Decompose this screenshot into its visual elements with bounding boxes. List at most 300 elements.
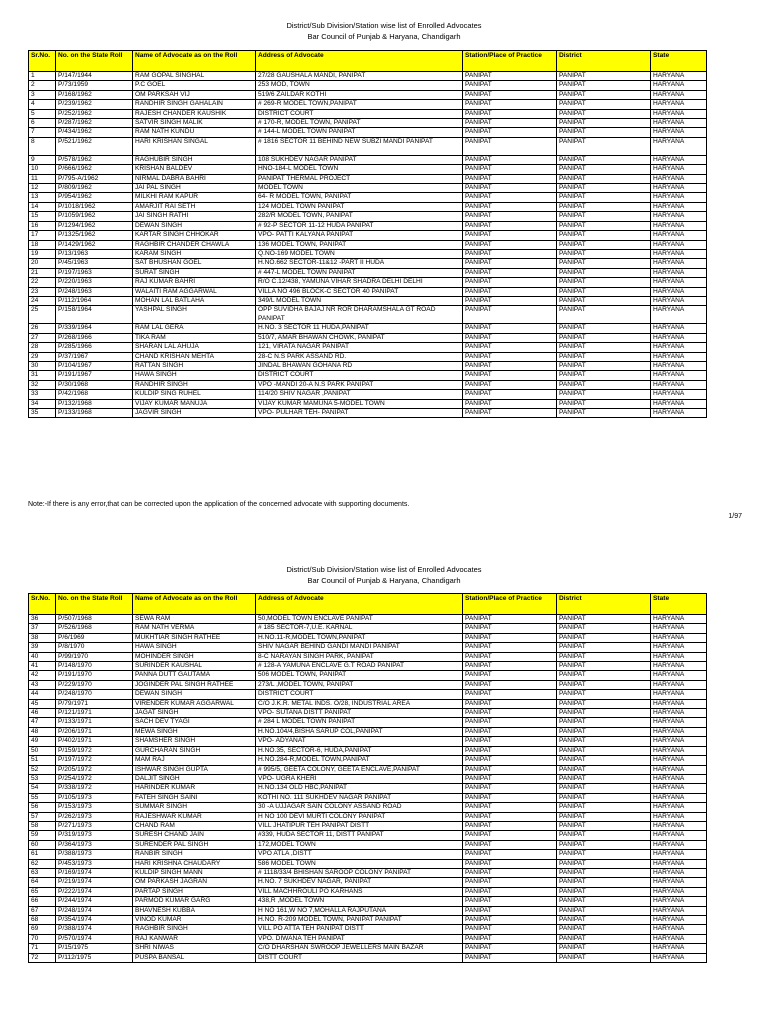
cell-sr-no: 29 [29,352,56,361]
cell-address: VIJAY KUMAR MAMUNA 5-MODEL TOWN [256,399,463,408]
cell-sr-no: 43 [29,680,56,689]
cell-state: HARYANA [651,916,707,925]
cell-address: H.NO. 3 SECTOR 11 HUDA,PANIPAT [256,324,463,333]
table-row [29,652,707,661]
cell-state: HARYANA [651,249,707,258]
cell-state: HARYANA [651,380,707,389]
cell-address: VILL PO ATTA TEH PANIPAT DISTT [256,925,463,934]
cell-station: PANIPAT [463,652,557,661]
cell-station: PANIPAT [463,756,557,765]
cell-address: # 284 L MODEL TOWN PANIPAT [256,718,463,727]
cell-station: PANIPAT [463,727,557,736]
cell-state-roll: P/402/1971 [56,737,133,746]
cell-district: PANIPAT [557,718,651,727]
cell-station: PANIPAT [463,287,557,296]
cell-name: KARAM SINGH [133,249,256,258]
cell-district: PANIPAT [557,709,651,718]
cell-sr-no: 2 [29,81,56,90]
cell-district: PANIPAT [557,784,651,793]
cell-state-roll: P/112/1975 [56,953,133,962]
cell-address: HNO-184-L MODEL TOWN [256,165,463,174]
page-number: 1/97 [728,513,742,520]
cell-address: VILL JHATIPUR TEH PANIPAT DISTT [256,821,463,830]
table-row [29,897,707,906]
cell-address: VPO. DIWANA TEH PANIPAT [256,934,463,943]
cell-name: GURCHARAN SINGH [133,746,256,755]
cell-name: JAI PAL SINGH [133,184,256,193]
table-row [29,165,707,174]
cell-sr-no: 6 [29,119,56,128]
cell-sr-no: 42 [29,671,56,680]
table-row [29,878,707,887]
cell-sr-no: 60 [29,840,56,849]
cell-district: PANIPAT [557,812,651,821]
cell-district: PANIPAT [557,72,651,81]
cell-address: # 269-R MODEL TOWN,PANIPAT [256,100,463,109]
cell-name: RAJESH CHANDER KAUSHIK [133,109,256,118]
cell-district: PANIPAT [557,390,651,399]
cell-station: PANIPAT [463,174,557,183]
cell-station: PANIPAT [463,399,557,408]
cell-state: HARYANA [651,100,707,109]
table-row [29,662,707,671]
table-row [29,831,707,840]
cell-address: 438,R ,MODEL TOWN [256,897,463,906]
cell-name: MUKHTIAR SINGH RATHEE [133,633,256,642]
cell-sr-no: 21 [29,268,56,277]
cell-sr-no: 50 [29,746,56,755]
table-row [29,221,707,230]
cell-address: OPP SUVIDHA BAJAJ NR ROR DHARAMSHALA GT ROAD PANIPAT [256,306,463,324]
cell-district: PANIPAT [557,643,651,652]
cell-sr-no: 19 [29,249,56,258]
cell-name: MOHAN LAL BATLAHA [133,296,256,305]
cell-address: 114/20 SHIV NAGAR ,PANIPAT [256,390,463,399]
cell-state-roll: P/434/1962 [56,128,133,137]
cell-state-roll: P/153/1973 [56,803,133,812]
cell-state: HARYANA [651,671,707,680]
cell-state-roll: P/570/1974 [56,934,133,943]
cell-address: H NO 161,W NO 7,MOHALLA RAJPUTANA [256,906,463,915]
cell-state: HARYANA [651,906,707,915]
cell-address: MODEL TOWN [256,184,463,193]
cell-address: R/O C.12/438, YAMUNA VIHAR SHADRA DELHI DELHI [256,278,463,287]
cell-name: PANNA DUTT GAUTAMA [133,671,256,680]
cell-state-roll: P/197/1963 [56,268,133,277]
col-header-state: State [651,51,707,72]
cell-station: PANIPAT [463,803,557,812]
cell-address: PANIPAT THERMAL PROJECT [256,174,463,183]
table-row [29,699,707,708]
cell-station: PANIPAT [463,793,557,802]
cell-state-roll: P/121/1971 [56,709,133,718]
cell-station: PANIPAT [463,268,557,277]
cell-district: PANIPAT [557,897,651,906]
cell-station: PANIPAT [463,690,557,699]
cell-state: HARYANA [651,306,707,324]
col-header-name: Name of Advocate as on the Roll [133,594,256,615]
cell-district: PANIPAT [557,831,651,840]
cell-district: PANIPAT [557,746,651,755]
cell-sr-no: 72 [29,953,56,962]
table-row [29,174,707,183]
col-header-state-roll: No. on the State Roll [56,51,133,72]
cell-district: PANIPAT [557,925,651,934]
cell-sr-no: 15 [29,212,56,221]
cell-state: HARYANA [651,774,707,783]
table-row [29,643,707,652]
cell-station: PANIPAT [463,90,557,99]
cell-name: SHAMSHER SINGH [133,737,256,746]
cell-state-roll: P/147/1944 [56,72,133,81]
table-row [29,718,707,727]
table-header-row [29,51,707,72]
cell-sr-no: 44 [29,690,56,699]
cell-station: PANIPAT [463,709,557,718]
cell-district: PANIPAT [557,803,651,812]
cell-state: HARYANA [651,840,707,849]
cell-state: HARYANA [651,240,707,249]
cell-address: # 185 SECTOR-7,U.E. KARNAL [256,624,463,633]
table-row [29,361,707,370]
cell-name: SACH DEV TYAGI [133,718,256,727]
table-row [29,944,707,953]
cell-name: NIRMAL DABRA BAHRI [133,174,256,183]
cell-address: 30 -A UJJAGAR SAIN COLONY ASSAND ROAD [256,803,463,812]
cell-station: PANIPAT [463,718,557,727]
cell-address: VPO- PATTI KALYANA PANIPAT [256,231,463,240]
cell-state: HARYANA [651,90,707,99]
cell-station: PANIPAT [463,897,557,906]
cell-station: PANIPAT [463,296,557,305]
table-row [29,306,707,324]
cell-sr-no: 36 [29,615,56,624]
table-row [29,409,707,418]
cell-sr-no: 41 [29,662,56,671]
cell-state-roll: P/388/1973 [56,850,133,859]
cell-name: VIJAY KUMAR MANUJA [133,399,256,408]
cell-address: VILL MACHHROULI PO KARHANS [256,887,463,896]
table-row [29,784,707,793]
cell-district: PANIPAT [557,371,651,380]
cell-state: HARYANA [651,643,707,652]
table-row [29,212,707,221]
cell-sr-no: 16 [29,221,56,230]
cell-state-roll: P/239/1962 [56,100,133,109]
cell-name: RAM NATH KUNDU [133,128,256,137]
cell-state: HARYANA [651,633,707,642]
cell-district: PANIPAT [557,306,651,324]
cell-station: PANIPAT [463,184,557,193]
cell-station: PANIPAT [463,249,557,258]
cell-district: PANIPAT [557,212,651,221]
cell-name: DEWAN SINGH [133,221,256,230]
cell-name: MAM RAJ [133,756,256,765]
cell-station: PANIPAT [463,784,557,793]
cell-station: PANIPAT [463,859,557,868]
table-row [29,803,707,812]
cell-state-roll: P/191/1970 [56,671,133,680]
table-row [29,296,707,305]
cell-state: HARYANA [651,624,707,633]
cell-district: PANIPAT [557,840,651,849]
cell-station: PANIPAT [463,240,557,249]
cell-district: PANIPAT [557,409,651,418]
cell-station: PANIPAT [463,333,557,342]
cell-station: PANIPAT [463,821,557,830]
table-row [29,278,707,287]
cell-state-roll: P/954/1962 [56,193,133,202]
cell-sr-no: 10 [29,165,56,174]
cell-state: HARYANA [651,887,707,896]
cell-address: # 170-R, MODEL TOWN, PANIPAT [256,119,463,128]
cell-station: PANIPAT [463,624,557,633]
cell-state: HARYANA [651,859,707,868]
cell-district: PANIPAT [557,109,651,118]
cell-address: 282/R MODEL TOWN, PANIPAT [256,212,463,221]
cell-address: #339, HUDA SECTOR 11, DISTT PANIPAT [256,831,463,840]
cell-address: 586 MODEL TOWN [256,859,463,868]
cell-state-roll: P/191/1967 [56,371,133,380]
cell-name: SURESH CHAND JAIN [133,831,256,840]
cell-address: H.NO.11-R,MODEL TOWN,PANIPAT [256,633,463,642]
table-row [29,906,707,915]
cell-district: PANIPAT [557,671,651,680]
cell-state-roll: P/319/1973 [56,831,133,840]
cell-address: DISTRICT COURT [256,109,463,118]
cell-address: VPO -MANDI 20-A N.S PARK PANIPAT [256,380,463,389]
cell-district: PANIPAT [557,821,651,830]
cell-address: VPO- PULHAR TEH- PANIPAT [256,409,463,418]
cell-district: PANIPAT [557,944,651,953]
cell-state: HARYANA [651,193,707,202]
cell-name: DALJIT SINGH [133,774,256,783]
cell-district: PANIPAT [557,699,651,708]
cell-station: PANIPAT [463,840,557,849]
cell-state-roll: P/364/1973 [56,840,133,849]
cell-state: HARYANA [651,333,707,342]
cell-address: C/O DHARSHAN SWROOP JEWELLERS MAIN BAZAR [256,944,463,953]
cell-address: H.NO.284-R,MODEL TOWN,PANIPAT [256,756,463,765]
cell-address: 273/L ,MODEL TOWN, PANIPAT [256,680,463,689]
cell-station: PANIPAT [463,737,557,746]
col-header-district: District [557,594,651,615]
cell-sr-no: 28 [29,343,56,352]
cell-district: PANIPAT [557,727,651,736]
cell-district: PANIPAT [557,184,651,193]
table-row [29,709,707,718]
page-2-header [0,564,768,586]
cell-state-roll: P/521/1962 [56,137,133,155]
cell-state-roll: P/168/1962 [56,90,133,99]
cell-sr-no: 49 [29,737,56,746]
table-row [29,231,707,240]
cell-district: PANIPAT [557,333,651,342]
cell-address: # 92-P SECTOR 11-12 HUDA PANIPAT [256,221,463,230]
cell-state-roll: P/222/1974 [56,887,133,896]
cell-state: HARYANA [651,699,707,708]
cell-state-roll: P/42/1968 [56,390,133,399]
cell-state: HARYANA [651,662,707,671]
cell-name: CHAND RAM [133,821,256,830]
cell-state-roll: P/37/1967 [56,352,133,361]
cell-district: PANIPAT [557,240,651,249]
cell-address: C/O J.K.R. METAL INDS. O/28, INDUSTRIAL AREA [256,699,463,708]
cell-state-roll: P/205/1972 [56,765,133,774]
table-row [29,193,707,202]
cell-state-roll: P/453/1973 [56,859,133,868]
cell-station: PANIPAT [463,774,557,783]
cell-state: HARYANA [651,361,707,370]
cell-address: # 1118/33/4 BHISHAN SAROOP COLONY PANIPAT [256,868,463,877]
cell-sr-no: 38 [29,633,56,642]
table-row [29,90,707,99]
cell-sr-no: 35 [29,409,56,418]
cell-district: PANIPAT [557,128,651,137]
table-row [29,324,707,333]
cell-address: 121, VIRATA NAGAR PANIPAT [256,343,463,352]
cell-station: PANIPAT [463,259,557,268]
cell-name: KULDIP SING RUHEL [133,390,256,399]
cell-name: SHARAN LAL AHUJA [133,343,256,352]
cell-sr-no: 14 [29,202,56,211]
cell-state: HARYANA [651,390,707,399]
cell-sr-no: 70 [29,934,56,943]
cell-address: 124 MODEL TOWN PANIPAT [256,202,463,211]
cell-district: PANIPAT [557,765,651,774]
cell-station: PANIPAT [463,944,557,953]
cell-state: HARYANA [651,727,707,736]
cell-address: JINDAL BHAWAN GOHANA RD [256,361,463,370]
cell-station: PANIPAT [463,202,557,211]
cell-station: PANIPAT [463,81,557,90]
cell-state: HARYANA [651,709,707,718]
cell-name: HARI KRISHAN SINGAL [133,137,256,155]
table-body [29,72,707,418]
cell-station: PANIPAT [463,850,557,859]
cell-state-roll: P/220/1963 [56,278,133,287]
cell-district: PANIPAT [557,137,651,155]
cell-district: PANIPAT [557,380,651,389]
table-row [29,671,707,680]
cell-state: HARYANA [651,371,707,380]
cell-sr-no: 67 [29,906,56,915]
table-body [29,615,707,963]
table-row [29,812,707,821]
cell-address: H NO 100 DEVI MURTI COLONY PANIPAT [256,812,463,821]
cell-station: PANIPAT [463,72,557,81]
col-header-station: Station/Place of Practice [463,594,557,615]
cell-sr-no: 33 [29,390,56,399]
cell-station: PANIPAT [463,662,557,671]
cell-sr-no: 55 [29,793,56,802]
cell-station: PANIPAT [463,746,557,755]
table-row [29,240,707,249]
table-row [29,793,707,802]
cell-station: PANIPAT [463,765,557,774]
cell-state-roll: P/133/1968 [56,409,133,418]
cell-sr-no: 22 [29,278,56,287]
cell-name: BHAVNESH KUBBA [133,906,256,915]
cell-state: HARYANA [651,72,707,81]
cell-name: DEWAN SINGH [133,690,256,699]
cell-sr-no: 1 [29,72,56,81]
cell-name: P.C GOEL [133,81,256,90]
cell-district: PANIPAT [557,615,651,624]
cell-state: HARYANA [651,202,707,211]
cell-station: PANIPAT [463,868,557,877]
cell-district: PANIPAT [557,774,651,783]
cell-district: PANIPAT [557,737,651,746]
table-row [29,137,707,155]
cell-state: HARYANA [651,165,707,174]
cell-sr-no: 46 [29,709,56,718]
cell-sr-no: 25 [29,306,56,324]
cell-address: 519/6 ZAILDAR KOTHI [256,90,463,99]
cell-state-roll: P/79/1971 [56,699,133,708]
cell-district: PANIPAT [557,231,651,240]
cell-district: PANIPAT [557,268,651,277]
cell-sr-no: 18 [29,240,56,249]
cell-name: RANBIR SINGH [133,850,256,859]
cell-state: HARYANA [651,652,707,661]
cell-sr-no: 5 [29,109,56,118]
cell-name: FATEH SINGH SAINI [133,793,256,802]
cell-state: HARYANA [651,174,707,183]
cell-sr-no: 30 [29,361,56,370]
table-row [29,690,707,699]
cell-state-roll: P/8/1970 [56,643,133,652]
table-row [29,399,707,408]
cell-name: PARTAP SINGH [133,887,256,896]
cell-sr-no: 32 [29,380,56,389]
table-row [29,737,707,746]
cell-state-roll: P/271/1973 [56,821,133,830]
col-header-state-roll: No. on the State Roll [56,594,133,615]
cell-district: PANIPAT [557,193,651,202]
cell-station: PANIPAT [463,352,557,361]
cell-name: YASHPAL SINGH [133,306,256,324]
cell-state-roll: P/244/1974 [56,897,133,906]
col-header-address: Address of Advocate [256,51,463,72]
cell-state: HARYANA [651,268,707,277]
cell-station: PANIPAT [463,380,557,389]
cell-district: PANIPAT [557,296,651,305]
cell-sr-no: 23 [29,287,56,296]
cell-state-roll: P/526/1968 [56,624,133,633]
cell-district: PANIPAT [557,221,651,230]
cell-district: PANIPAT [557,680,651,689]
cell-state-roll: P/285/1966 [56,343,133,352]
table-row [29,287,707,296]
cell-address: # 1816 SECTOR 11 BEHIND NEW SUBZI MANDI PANIPAT [256,137,463,155]
cell-address: H.NO. R-209 MODEL TOWN, PANIPAT PANIPAT [256,916,463,925]
col-header-sr-no: Sr.No. [29,51,56,72]
cell-address: VPO- ADYANAT [256,737,463,746]
cell-state-roll: P/287/1962 [56,119,133,128]
cell-name: SUMMAR SINGH [133,803,256,812]
cell-name: KULDIP SINGH MANN [133,868,256,877]
cell-station: PANIPAT [463,699,557,708]
cell-station: PANIPAT [463,409,557,418]
table-row [29,840,707,849]
cell-name: RAM GOPAL SINGHAL [133,72,256,81]
cell-address: 28-C N.S PARK ASSAND RD. [256,352,463,361]
cell-district: PANIPAT [557,361,651,370]
cell-district: PANIPAT [557,202,651,211]
cell-state: HARYANA [651,81,707,90]
col-header-station: Station/Place of Practice [463,51,557,72]
